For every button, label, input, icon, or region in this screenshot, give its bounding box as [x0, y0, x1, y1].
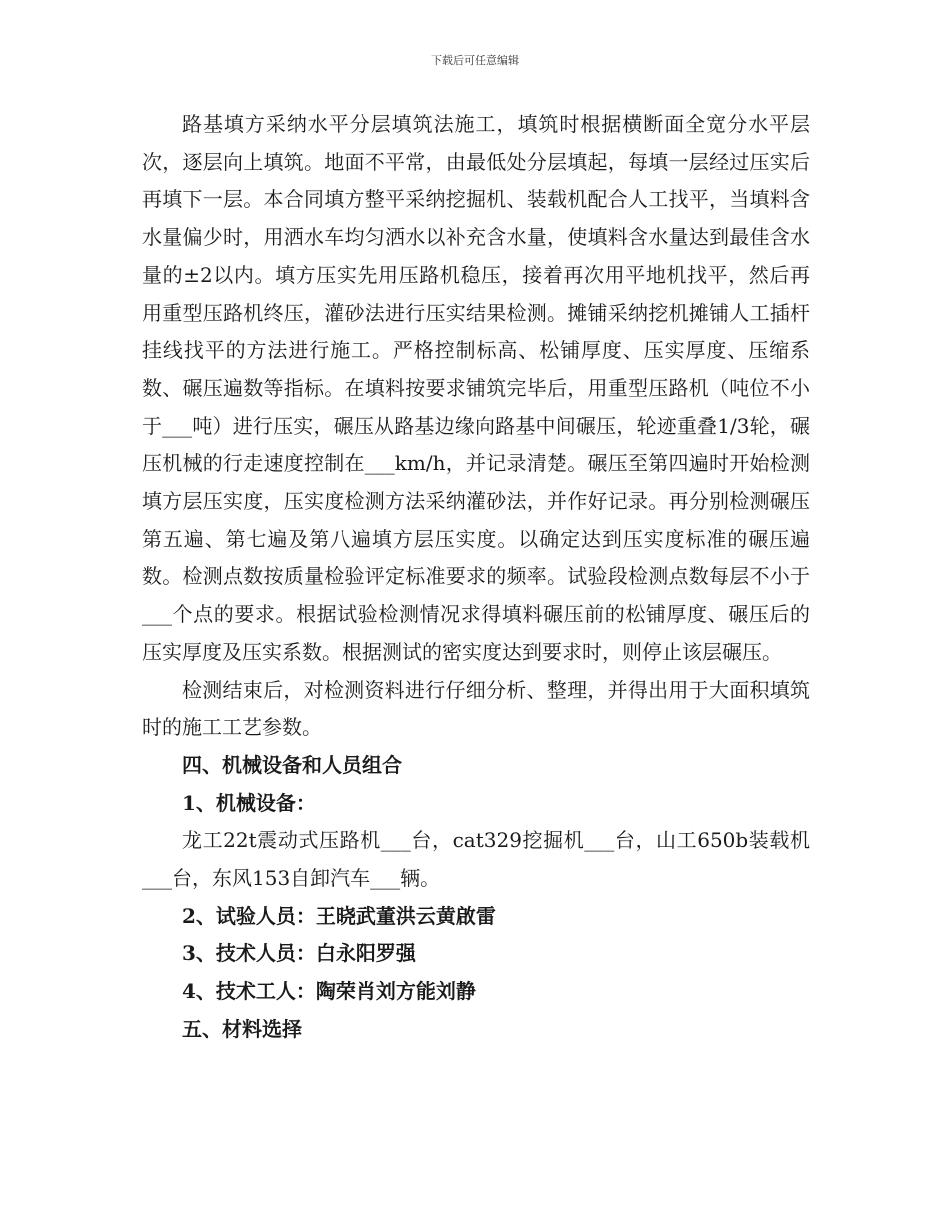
section-heading-materials: 五、材料选择	[182, 1016, 302, 1041]
paragraph-subgrade-fill: 路基填方采纳水平分层填筑法施工，填筑时根据横断面全宽分水平层次，逐层向上填筑。地面不平常，由最低处分层填起，每填一层经过压实后再填下一层。本合同填方整平采纳挖掘机、装载机配合人工找平，当填料含水量偏少时，用洒水车均匀洒水以补充含水量，使填料含水量达到最佳含水量的±2以内。填方压实先用压路机稳压，接着再次用平地机找平，然后再用重型压路机终压，灌砂法进行压实结果检测。摊铺采纳挖机摊铺人工插杆挂线找平的方法进行施工。严格控制标高、松铺厚度、压实厚度、压缩系数、碾压遍数等指标。在填料按要求铺筑完毕后，用重型压路机（吨位不小于___吨）进行压实，碾压从路基边缘向路基中间碾压，轮迹重叠1/3轮，碾压机械的行走速度控制在___km/h，并记录清楚。碾压至第四遍时开始检测填方层压实度，压实度检测方法采纳灌砂法，并作好记录。再分别检测碾压第五遍、第七遍及第八遍填方层压实度。以确定达到压实度标准的碾压遍数。检测点数按质量检验评定标准要求的频率。试验段检测点数每层不小于___个点的要求。根据试验检测情况求得填料碾压前的松铺厚度、碾压后的压实厚度及压实系数。根据测试的密实度达到要求时，则停止该层碾压。	[142, 112, 810, 664]
technical-workers: 4、技术工人：陶荣肖刘方能刘静	[182, 979, 476, 1004]
section-heading-equipment-personnel: 四、机械设备和人员组合	[182, 752, 402, 777]
subheading-equipment: 1、机械设备：	[182, 790, 316, 815]
technical-personnel: 3、技术人员：白永阳罗强	[182, 941, 416, 966]
test-personnel: 2、试验人员：王晓武董洪云黄啟雷	[182, 903, 496, 928]
document-body	[142, 106, 810, 1049]
page-header: 下载后可任意编辑	[431, 54, 519, 67]
paragraph-test-conclusion: 检测结束后，对检测资料进行仔细分析、整理，并得出用于大面积填筑时的施工工艺参数。	[142, 677, 810, 740]
paragraph-equipment-list: 龙工22t震动式压路机___台，cat329挖掘机___台，山工650b装载机___台，东风153自卸汽车___辆。	[142, 828, 810, 891]
